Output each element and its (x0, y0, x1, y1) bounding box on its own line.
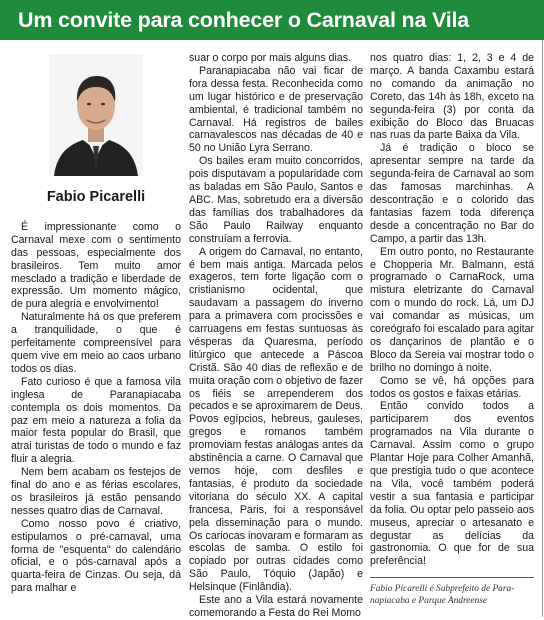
paragraph: Naturalmente há os que preferem a tranquilidade, o que é perfeitamente compreensível para quem vive em meio ao caos urbano todos os dias. (11, 311, 181, 375)
paragraph: suar o corpo por mais alguns dias. (189, 52, 351, 64)
column-1 (11, 52, 181, 595)
paragraph: Este ano a Vila estará novamente comemorando a Festa do Rei Momo (189, 594, 363, 619)
paragraph: É impressionante como o Carnaval mexe com o sentimento das pessoas, especialmente dos brasileiros. Tem muito amor mesclado a tradição e liberdade de expressão. Um momento mágico, de pura alegria e envolvimento! (11, 220, 181, 311)
author-name: Fabio Picarelli (46, 189, 146, 205)
paragraph: Já é tradição o bloco se apresentar sempre na tarde da segunda-feira de Carnaval ao som das famosas marchinhas. A descontração e o colorido das fantasias fazem toda diferença desde a concentração no Bar do Campo, a partir das 13h. (370, 142, 534, 245)
paragraph: Como se vê, há opções para todos os gostos e faixas etárias. (370, 374, 534, 400)
paragraph: A origem do Carnaval, no entanto, é bem mais antiga. Marcada pelos exageros, tem forte ligação com o cristianismo ocidental, que saudavam a passagem do inverno para a primavera com procissões e carruagens em festas suntuosas às vésperas da Quaresma, período litúrgico que antecede a Páscoa Cristã. São 40 dias de reflexão e de muita oração com o objetivo de fazer os fiéis se arrependerem dos pecados e se aproximarem de Deus. Povos egípcios, hebreus, gauleses, gregos e romanos também promoviam festas análogas antes da abstinência a carne. O Carnaval que vemos hoje, com desfiles e fantasias, é produto da sociedade vitoriana do século XX. A capital francesa, Paris, foi a responsável pela disseminação para o mundo. Os cariocas inovaram e formaram as escolas de samba. O estilo foi copiado por outras cidades como São Paulo, Tóquio (Japão) e Helsinque (Finlândia). (189, 245, 363, 594)
paragraph: Os bailes eram muito concorridos, pois disputavam a popularidade com as baladas em São Paulo, Santos e ABC. Mas, sobretudo era a diversão das famílias dos trabalhadores da São Paulo Railway enquanto construíam a ferrovia. (189, 155, 363, 245)
paragraph: Nem bem acabam os festejos de final do ano e as férias escolares, os brasileiros já estão pensando nesses quatro dias de Carnaval. (11, 466, 181, 517)
column-3 (370, 52, 534, 607)
author-photo (49, 54, 143, 176)
footnote-line: napiacaba e Parque Andreense (370, 596, 488, 607)
paragraph: Em outro ponto, no Restaurante e Chopperia Mr. Balmann, está programado o CarnaRock, uma mistura eletrizante do Carnaval com o mundo do rock. Lá, um DJ vai comandar as músicas, um coreógrafo foi escalado para agitar os dançarinos de plantão e o Bloco da Sereia vai mostrar todo o brilho no domingo à noite. (370, 245, 534, 374)
title-banner (0, 0, 544, 40)
paragraph: nos quatro dias: 1, 2, 3 e 4 de março. A banda Caxambu estará no comando da animação no Coreto, das 14h às 18h, exceto na segunda-feira (3) por conta da exibição do Bloco das Bruacas nas ruas da parte Baixa da Vila. (370, 52, 534, 142)
footnote-line: Fabio Picarelli é Subprefeito de Para- (370, 584, 515, 595)
paragraph: Como nosso povo é criativo, estipulamos o pré-carnaval, uma forma de "esquenta" do calendário oficial, e o pós-carnaval após a quarta-feira de Cinzas. Ou seja, dá para malhar e (11, 517, 181, 595)
column-2 (189, 52, 363, 620)
article-title: Um convite para conhecer o Carnaval na Vila (18, 7, 470, 32)
author-footnote (370, 577, 534, 607)
paragraph: Fato curioso é que a famosa vila inglesa de Paranapiacaba contempla os dois momentos. Da paz em meio a natureza a folia da maior festa popular do Brasil, que atrai turistas de todo o mundo e faz fluir a alegria. (11, 375, 181, 466)
author-photo-frame (11, 52, 181, 182)
paragraph: Paranapiacaba não vai ficar de fora dessa festa. Reconhecida como um lugar histórico e de preservação ambiental, é tradicional também no Carnaval. Há registros de bailes carnavalescos nas décadas de 40 e 50 no União Lyra Serrano. (189, 64, 363, 155)
paragraph: Então convido todos a participarem dos eventos programados na Vila durante o Carnaval. Assim como o grupo Plantar Hoje para Colher Amanhã, que prestigia tudo o que acontece na Vila, você também poderá vestir a sua fantasia e participar da folia. Ou optar pelo passeio aos museus, apreciar o artesanato e degustar as delícias da gastronomia. O que for de sua preferência! (370, 400, 534, 568)
